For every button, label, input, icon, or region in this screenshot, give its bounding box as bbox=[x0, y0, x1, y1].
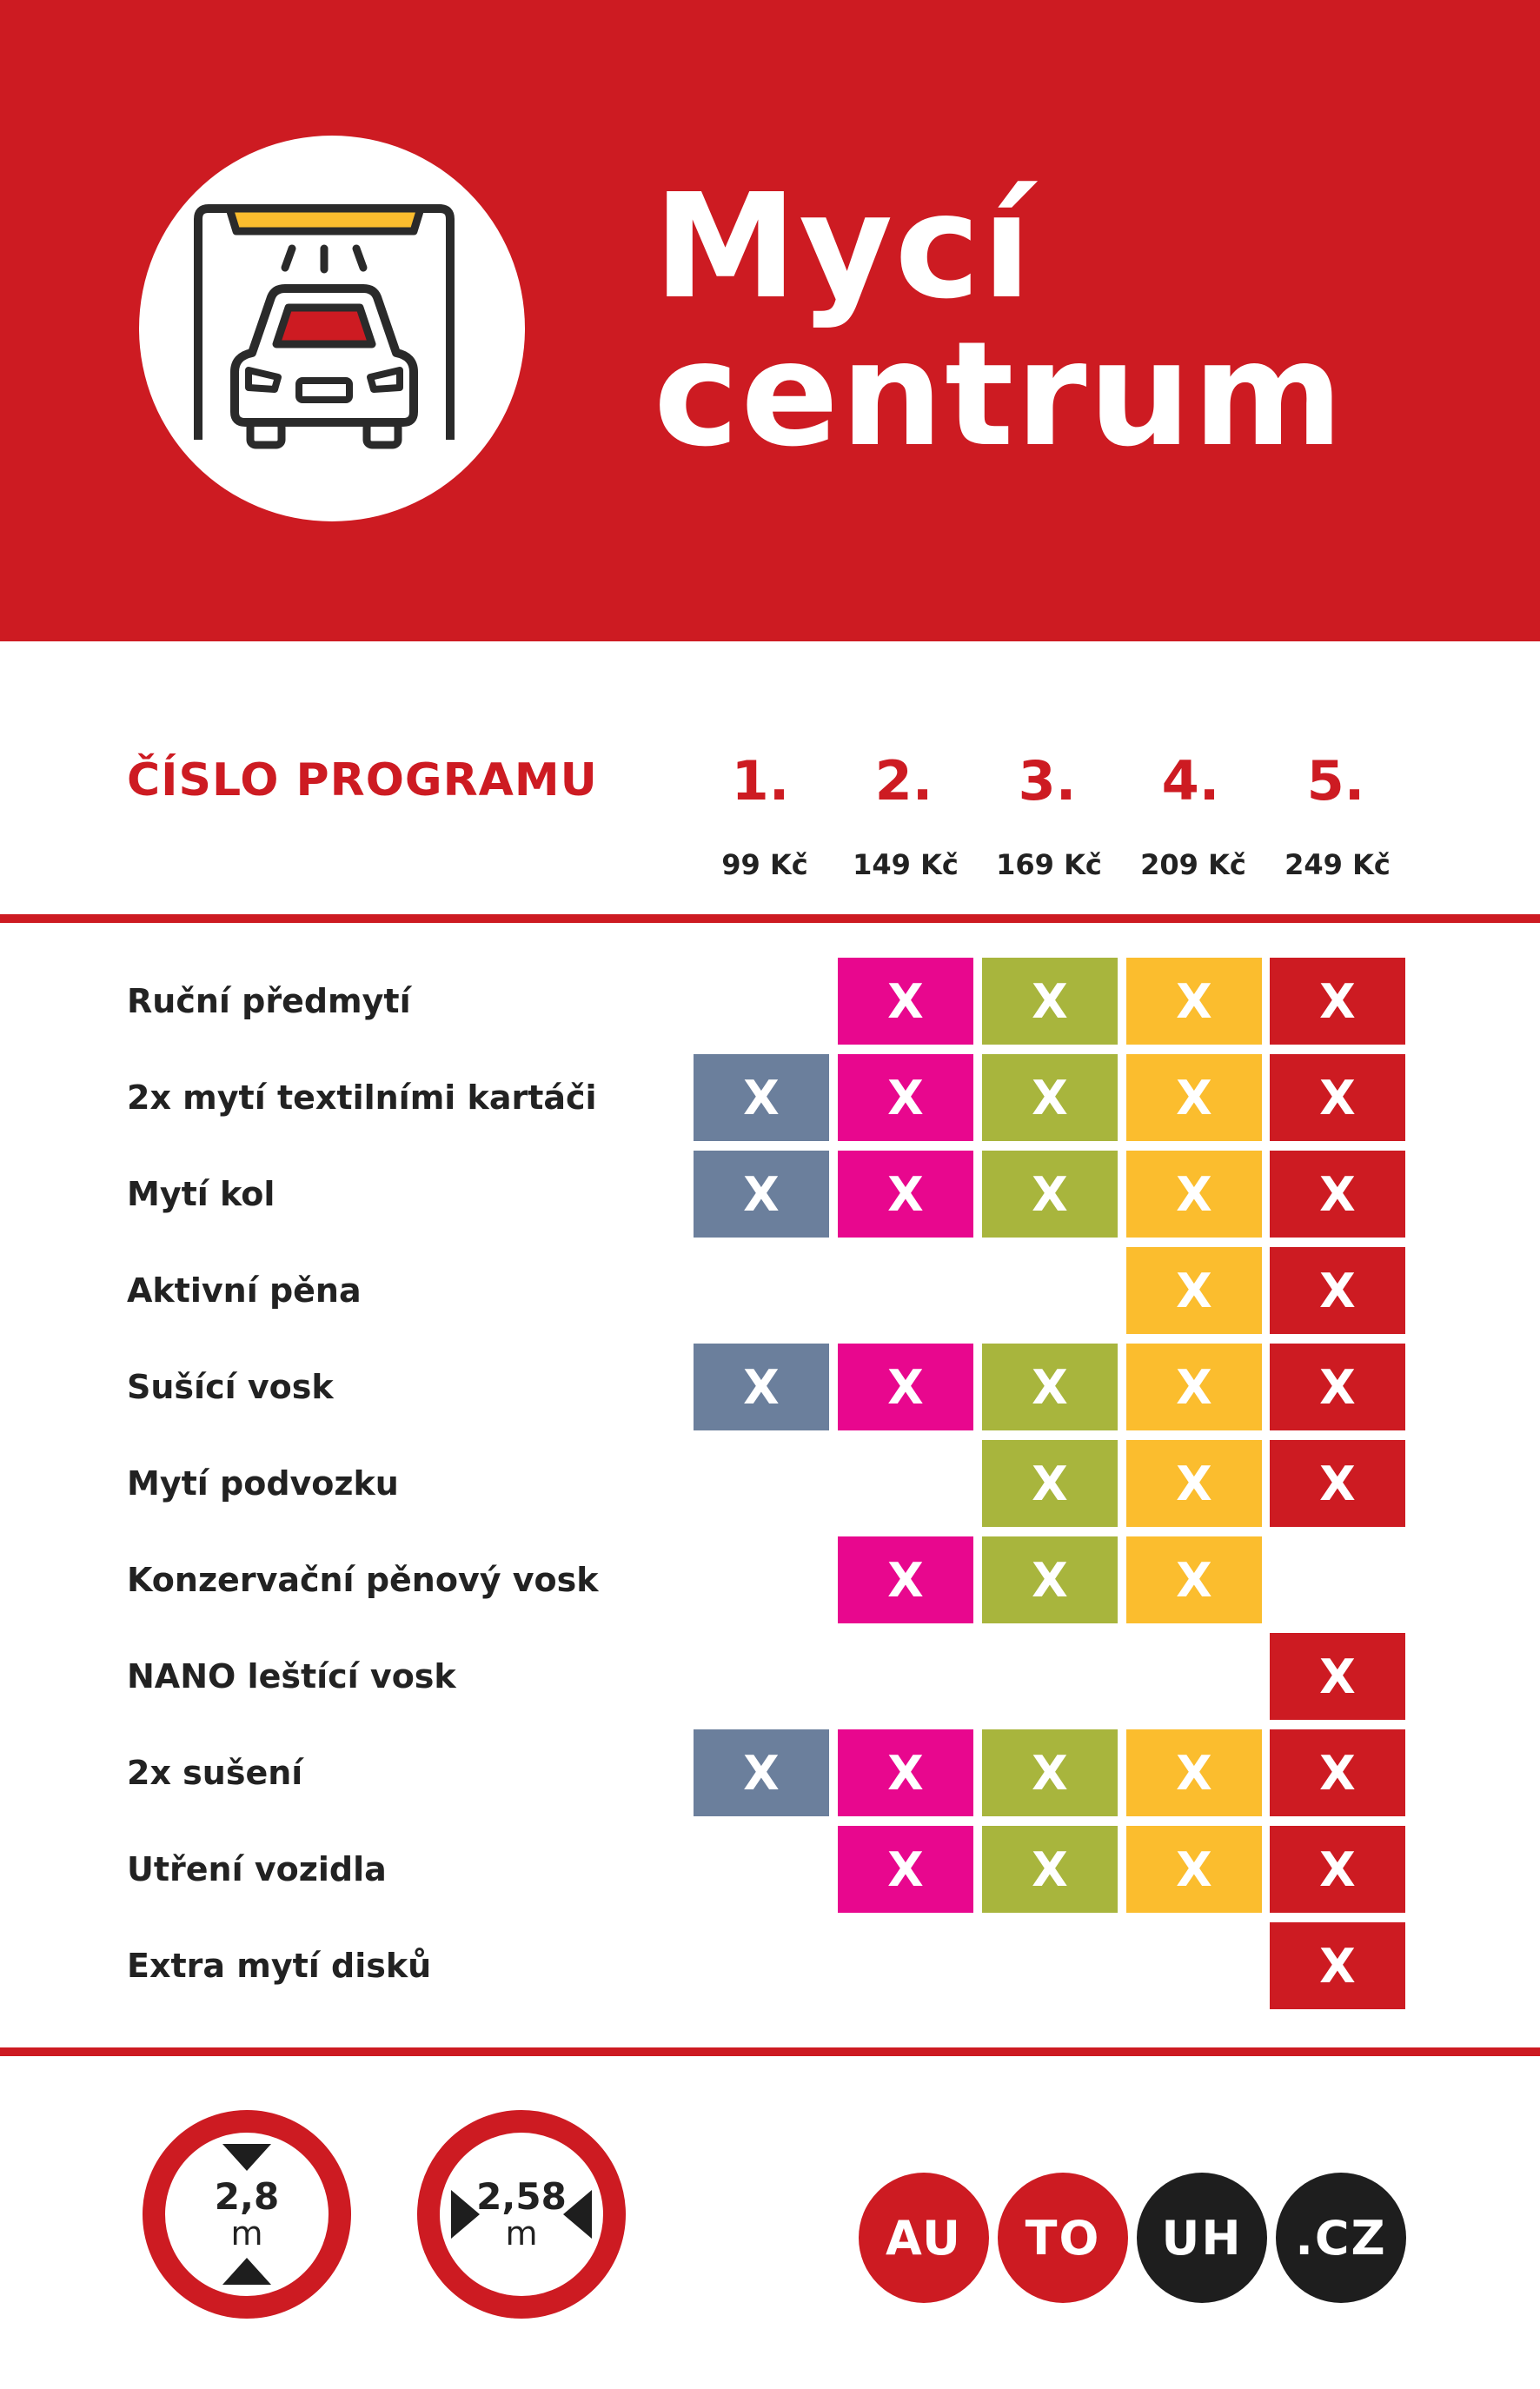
divider-top bbox=[0, 914, 1540, 923]
brand-bubble-cz: .CZ bbox=[1276, 2173, 1406, 2303]
feature-label: 2x sušení bbox=[127, 1754, 303, 1792]
feature-cell-program-3: X bbox=[982, 1536, 1118, 1623]
program-number-3: 3. bbox=[1018, 749, 1077, 813]
width-limit-sign-icon bbox=[417, 2110, 626, 2319]
feature-cell-program-1: X bbox=[694, 1151, 829, 1238]
feature-cell-program-3: X bbox=[982, 1054, 1118, 1141]
feature-cell-program-2: X bbox=[838, 1536, 973, 1623]
feature-cell-program-4: X bbox=[1126, 1440, 1262, 1527]
feature-cell-program-3: X bbox=[982, 1729, 1118, 1816]
feature-cell-program-2: X bbox=[838, 1054, 973, 1141]
feature-cell-program-4: X bbox=[1126, 958, 1262, 1045]
program-number-1: 1. bbox=[731, 749, 790, 813]
program-price-2: 149 Kč bbox=[853, 848, 959, 881]
feature-cell-program-5: X bbox=[1270, 1344, 1405, 1430]
feature-cell-program-1: X bbox=[694, 1344, 829, 1430]
program-number-label: ČÍSLO PROGRAMU bbox=[127, 754, 598, 806]
feature-label: Mytí podvozku bbox=[127, 1464, 399, 1503]
feature-cell-program-2: X bbox=[838, 1729, 973, 1816]
title-line-2: centrum bbox=[654, 311, 1345, 479]
program-number-4: 4. bbox=[1161, 749, 1220, 813]
feature-cell-program-3: X bbox=[982, 1151, 1118, 1238]
feature-label: Mytí kol bbox=[127, 1175, 275, 1213]
feature-cell-program-3: X bbox=[982, 1826, 1118, 1913]
height-limit-value: 2,8 bbox=[214, 2175, 280, 2218]
feature-cell-program-5: X bbox=[1270, 1729, 1405, 1816]
feature-label: Konzervační pěnový vosk bbox=[127, 1561, 599, 1599]
car-wash-icon bbox=[139, 136, 525, 521]
feature-cell-program-5: X bbox=[1270, 1440, 1405, 1527]
width-limit-unit: m bbox=[505, 2214, 538, 2253]
feature-cell-program-2: X bbox=[838, 958, 973, 1045]
feature-cell-program-1: X bbox=[694, 1729, 829, 1816]
header-banner bbox=[0, 0, 1540, 641]
program-price-3: 169 Kč bbox=[996, 848, 1102, 881]
brand-bubble-au: AU bbox=[859, 2173, 989, 2303]
program-number-2: 2. bbox=[874, 749, 933, 813]
feature-cell-program-3: X bbox=[982, 1344, 1118, 1430]
feature-cell-program-5: X bbox=[1270, 1151, 1405, 1238]
brand-bubble-to: TO bbox=[998, 2173, 1128, 2303]
feature-label: Utření vozidla bbox=[127, 1850, 387, 1888]
feature-cell-program-4: X bbox=[1126, 1247, 1262, 1334]
feature-cell-program-5: X bbox=[1270, 1054, 1405, 1141]
feature-cell-program-2: X bbox=[838, 1151, 973, 1238]
feature-cell-program-4: X bbox=[1126, 1536, 1262, 1623]
feature-cell-program-4: X bbox=[1126, 1729, 1262, 1816]
feature-cell-program-5: X bbox=[1270, 1826, 1405, 1913]
feature-cell-program-5: X bbox=[1270, 958, 1405, 1045]
program-price-1: 99 Kč bbox=[721, 848, 808, 881]
feature-label: 2x mytí textilními kartáči bbox=[127, 1078, 597, 1117]
title-line-1: Mycí bbox=[654, 163, 1033, 331]
feature-cell-program-1: X bbox=[694, 1054, 829, 1141]
feature-cell-program-5: X bbox=[1270, 1633, 1405, 1720]
feature-cell-program-4: X bbox=[1126, 1054, 1262, 1141]
feature-cell-program-3: X bbox=[982, 958, 1118, 1045]
divider-bottom bbox=[0, 2047, 1540, 2056]
program-price-4: 209 Kč bbox=[1140, 848, 1246, 881]
feature-cell-program-2: X bbox=[838, 1344, 973, 1430]
feature-label: Sušící vosk bbox=[127, 1368, 334, 1406]
width-limit-value: 2,58 bbox=[476, 2175, 567, 2218]
program-number-5: 5. bbox=[1306, 749, 1365, 813]
feature-cell-program-4: X bbox=[1126, 1826, 1262, 1913]
feature-cell-program-3: X bbox=[982, 1440, 1118, 1527]
feature-label: NANO leštící vosk bbox=[127, 1657, 456, 1696]
feature-label: Ruční předmytí bbox=[127, 982, 411, 1020]
feature-label: Extra mytí disků bbox=[127, 1947, 432, 1985]
height-limit-unit: m bbox=[230, 2214, 263, 2253]
feature-cell-program-2: X bbox=[838, 1826, 973, 1913]
feature-cell-program-4: X bbox=[1126, 1344, 1262, 1430]
feature-cell-program-5: X bbox=[1270, 1247, 1405, 1334]
program-price-5: 249 Kč bbox=[1284, 848, 1391, 881]
feature-cell-program-5: X bbox=[1270, 1922, 1405, 2009]
brand-bubble-uh: UH bbox=[1137, 2173, 1267, 2303]
height-limit-sign-icon bbox=[143, 2110, 351, 2319]
feature-cell-program-4: X bbox=[1126, 1151, 1262, 1238]
page-title bbox=[654, 163, 1345, 479]
feature-label: Aktivní pěna bbox=[127, 1271, 362, 1310]
